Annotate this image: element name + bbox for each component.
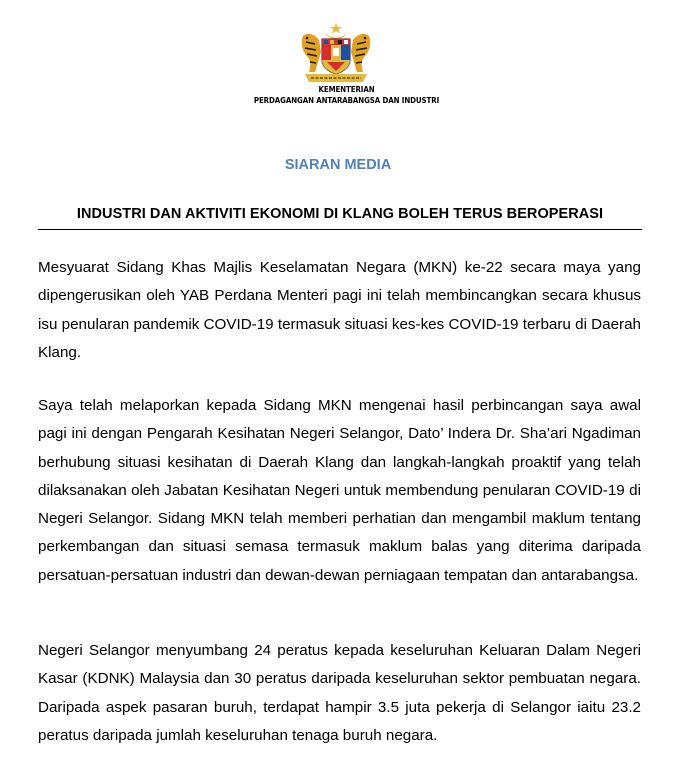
ministry-name-line-1: KEMENTERIAN (318, 84, 375, 94)
body-paragraph-2: Saya telah melaporkan kepada Sidang MKN mengenai hasil perbincangan saya awal pagi ini dengan Pengarah Kesihatan Negeri Selangor, Dato’ Indera Dr. Sha’ari Ngadiman berhubung situasi kesihatan di Daerah Klang dan langkah-langkah proaktif yang telah dilaksanakan oleh Jabatan Kesihatan Negeri untuk membendung penularan COVID-19 di Negeri Selangor. Sidang MKN telah memberi perhatian dan mengambil maklum tentang perkembangan dan situasi semasa termasuk maklum balas yang diterima daripada persatuan-persatuan industri dan dewan-dewan perniagaan tempatan dan antarabangsa. (38, 397, 641, 584)
press-release-headline: INDUSTRI DAN AKTIVITI EKONOMI DI KLANG BOLEH TERUS BEROPERASI (76, 206, 604, 222)
ministry-name-line-2: PERDAGANGAN ANTARABANGSA DAN INDUSTRI (253, 95, 440, 105)
headline-underline (38, 229, 642, 230)
media-release-label: SIARAN MEDIA (284, 157, 392, 173)
body-paragraph-3: Negeri Selangor menyumbang 24 peratus kepada keseluruhan Keluaran Dalam Negeri Kasar (KDNK) Malaysia dan 30 peratus daripada keseluruhan sektor pembuatan negara. Daripada aspek pasaran buruh, terdapat hampir 3.5 juta pekerja di Selangor iaitu 23.2 peratus daripada jumlah keseluruhan tenaga buruh negara. (38, 642, 641, 744)
body-paragraph-1: Mesyuarat Sidang Khas Majlis Keselamatan Negara (MKN) ke-22 secara maya yang dipengerusikan oleh YAB Perdana Menteri pagi ini telah membincangkan secara khusus isu penularan pandemik COVID-19 termasuk situasi kes-kes COVID-19 terbaru di Daerah Klang. (38, 259, 641, 361)
malaysia-coat-of-arms-icon (297, 22, 375, 84)
